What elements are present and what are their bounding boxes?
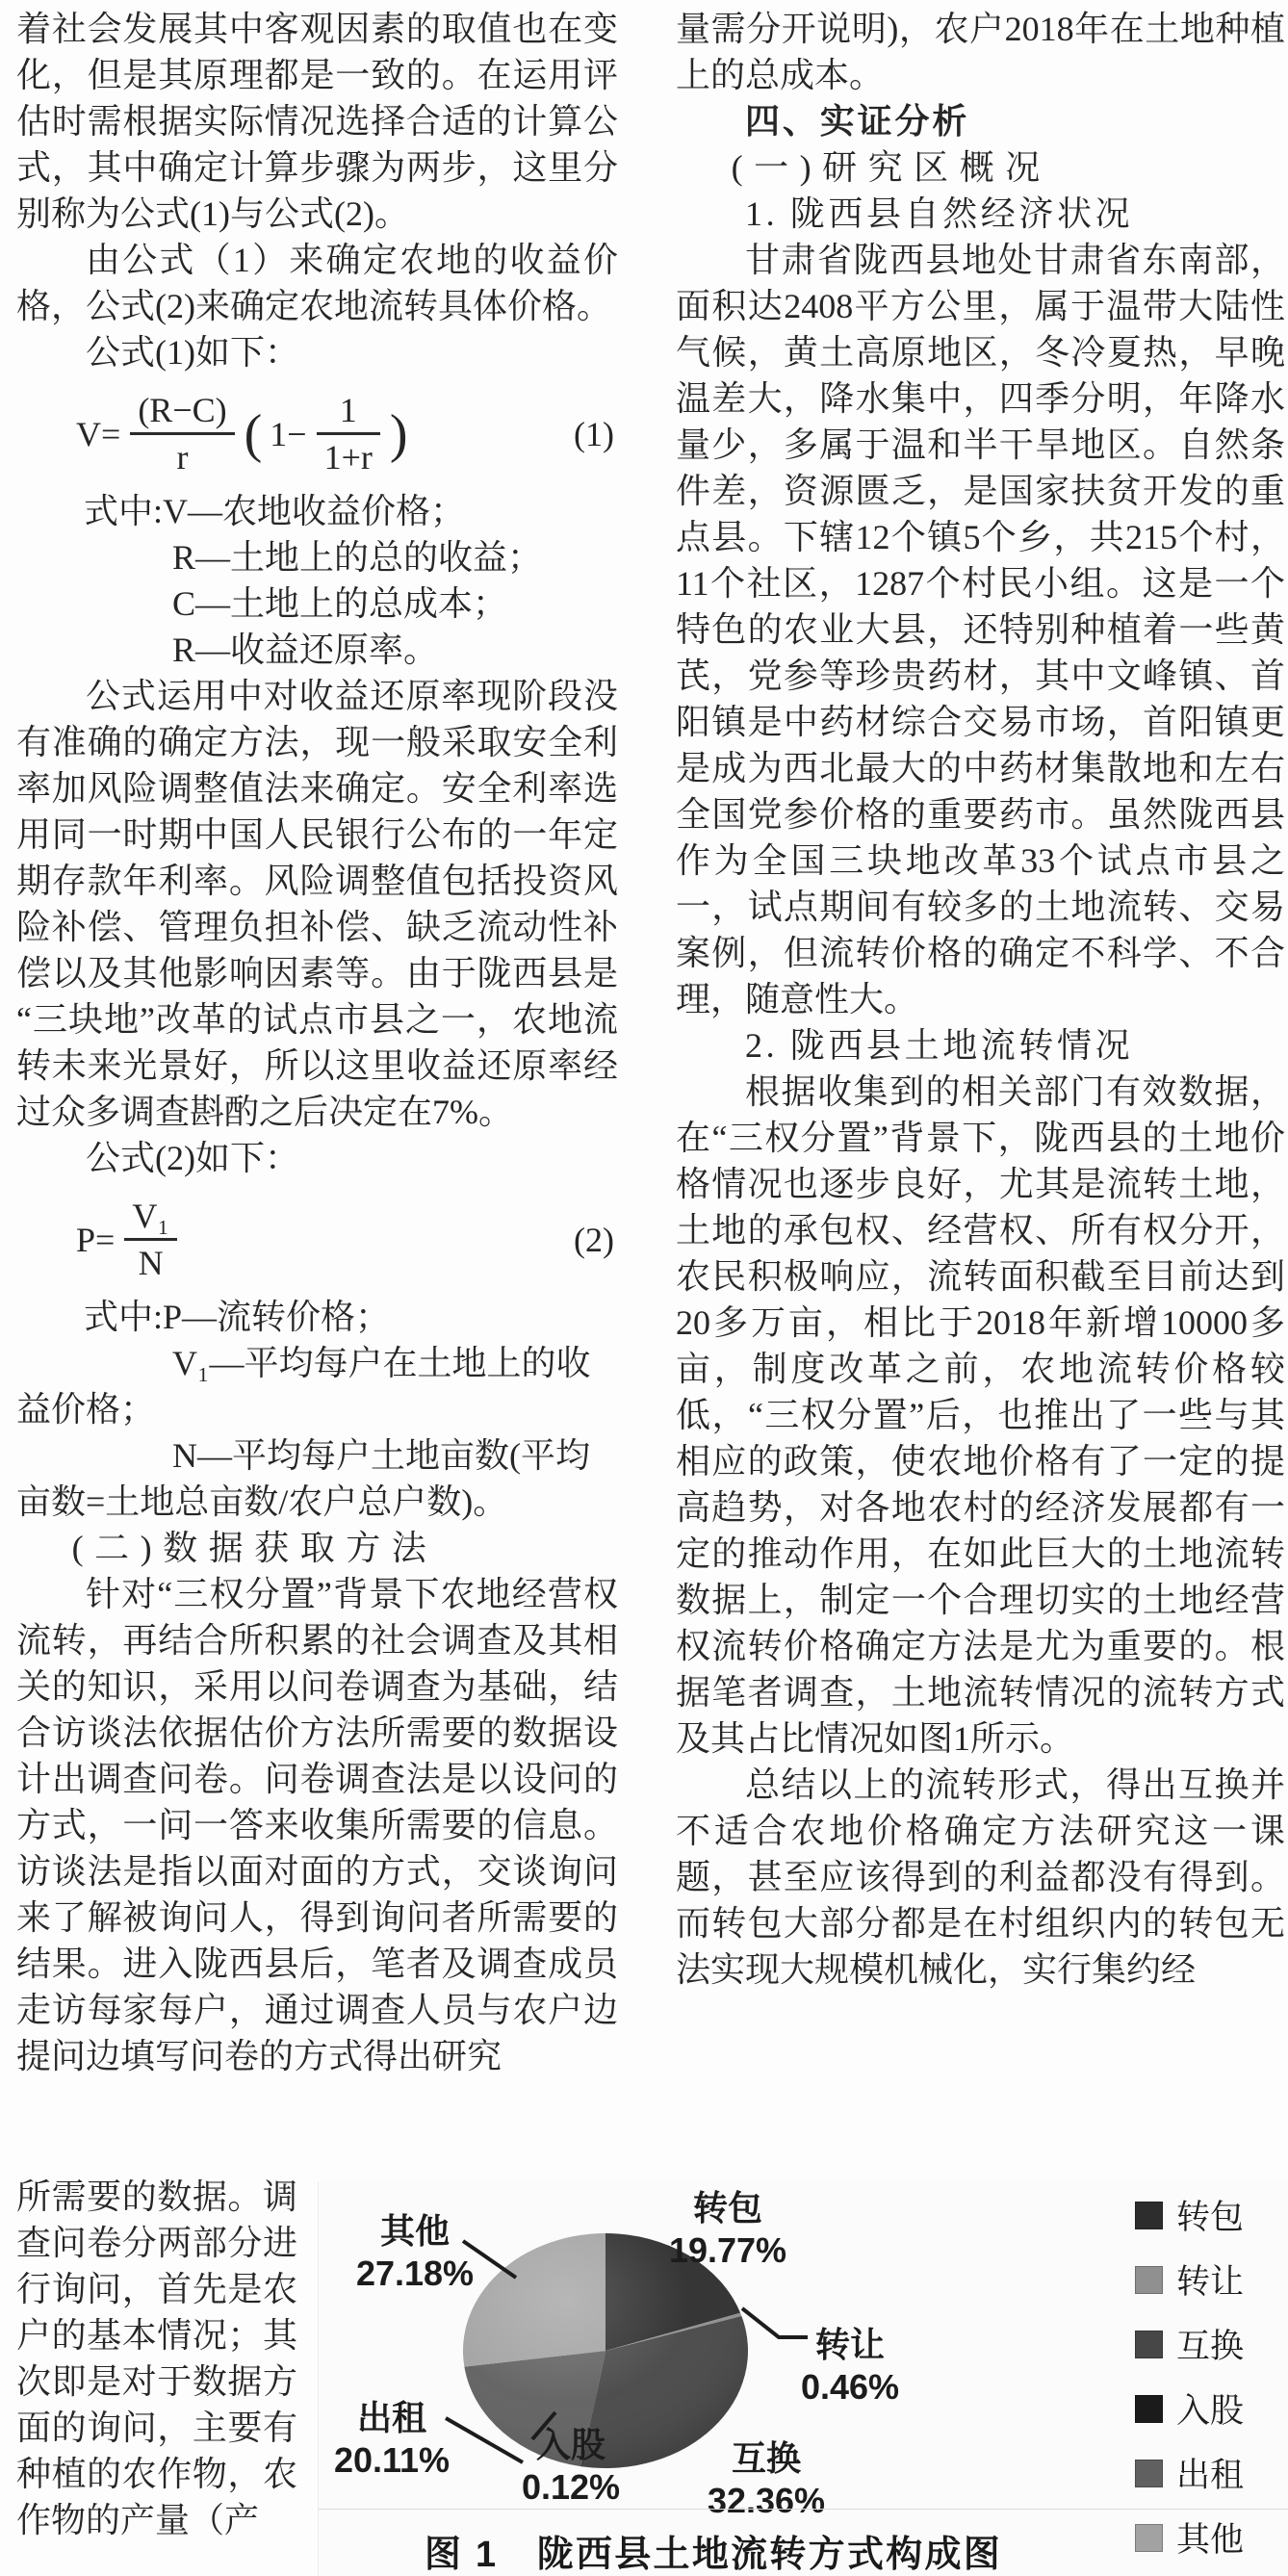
legend-item xyxy=(1135,2255,1244,2304)
figure-1 xyxy=(318,2181,1288,2576)
legend-item xyxy=(1135,2191,1244,2239)
equation-number: (1) xyxy=(574,414,614,453)
legend-swatch xyxy=(1135,2331,1163,2358)
legend-label: 其他 xyxy=(1176,2521,1245,2559)
formula-2-body xyxy=(76,1195,179,1284)
formula-1-body xyxy=(76,389,408,478)
formula-lhs: P= xyxy=(76,1220,116,1259)
formula-intro: 公式(1)如下： xyxy=(86,333,299,372)
right-column xyxy=(676,6,1285,1993)
definition-line: C—土地上的总成本； xyxy=(172,584,508,623)
fraction: $\frac{\text{V₁}}{N}$ xyxy=(124,1195,177,1284)
subsubsection-heading: 2. 陇西县土地流转情况 xyxy=(745,1026,1134,1065)
legend-label: 转让 xyxy=(1176,2263,1245,2301)
callout-value: 19.77% xyxy=(668,2230,787,2270)
formula-term: 1− xyxy=(270,414,307,453)
formula-lhs: V= xyxy=(76,414,121,453)
callout-value: 27.18% xyxy=(355,2254,475,2293)
definition-line: V₁—平均每户在土地上的收 xyxy=(172,1344,591,1382)
legend-swatch xyxy=(1135,2266,1163,2294)
paren-open: ( xyxy=(244,403,263,464)
fraction: $\frac{(R-C)}{r}$ xyxy=(130,389,234,478)
callout-label: 出租 xyxy=(356,2398,426,2437)
chart-legend xyxy=(1135,2191,1244,2576)
callout-value: 0.46% xyxy=(800,2367,900,2407)
fraction: $\frac{1}{1+r}$ xyxy=(317,389,380,478)
callout-zhuanbao xyxy=(669,2187,786,2272)
paragraph: 由公式（1）来确定农地的收益价格，公式(2)来确定农地流转具体价格。 xyxy=(16,241,618,325)
legend-swatch xyxy=(1135,2202,1163,2229)
callout-chuzu xyxy=(334,2397,450,2482)
legend-label: 互换 xyxy=(1176,2328,1245,2365)
legend-label: 出租 xyxy=(1176,2457,1245,2494)
definition-line: R—收益还原率。 xyxy=(172,631,439,669)
callout-label: 转让 xyxy=(814,2325,886,2364)
paragraph: 着社会发展其中客观因素的取值也在变化，但是其原理都是一致的。在运用评估时需根据实际情况选择合适的计算公式，其中确定计算步骤为两步，这里分别称为公式(1)与公式(2)。 xyxy=(16,10,618,233)
formula-intro: 公式(2)如下： xyxy=(86,1139,299,1177)
legend-item xyxy=(1135,2449,1244,2497)
paragraph: 公式运用中对收益还原率现阶段没有准确的确定方法，现一般采取安全利率加风险调整值法来确定。安全利率选用同一时期中国人民银行公布的一年定期存款年利率。风险调整值包括投资风险补偿、管理负担补偿、缺乏流动性补偿以及其他影响因素等。由于陇西县是“三块地”改革的试点市县之一，农地流转未来光景好，所以这里收益还原率经过众多调查斟酌之后决定在7%。 xyxy=(16,677,618,1131)
definition-line: R—土地上的总的收益； xyxy=(172,538,543,577)
paragraph: 总结以上的流转形式，得出互换并不适合农地价格确定方法研究这一课题，甚至应该得到的利益都没有得到。而转包大部分都是在村组织内的转包无法实现大规模机械化，实行集约经 xyxy=(676,1765,1285,1989)
legend-swatch xyxy=(1135,2395,1163,2423)
figure-caption: 图 1 陇西县土地流转方式构成图 xyxy=(424,2535,1003,2575)
callout-qita xyxy=(356,2210,474,2295)
legend-item xyxy=(1135,2384,1244,2433)
subsubsection-heading: 1. 陇西县自然经济状况 xyxy=(745,194,1134,233)
legend-label: 转包 xyxy=(1176,2199,1245,2236)
definition-line: N—平均每户土地亩数(平均 xyxy=(172,1436,590,1475)
callout-value: 32.36% xyxy=(707,2481,826,2520)
legend-swatch xyxy=(1135,2460,1163,2487)
equation-number: (2) xyxy=(574,1220,614,1259)
paragraph: 根据收集到的相关部门有效数据，在“三权分置”背景下，陇西县的土地价格情况也逐步良好，尤其是流转土地，土地的承包权、经营权、所有权分开，农民积极响应，流转面积截至目前达到20多万亩，相比于2018年新增10000多亩，制度改革之前，农地流转价格较低，“三权分置”后，也推出了一些与其相应的政策，使农地价格有了一定的提高趋势，对各地农村的经济发展都有一定的推动作用，在如此巨大的土地流转数据上，制定一个合理切实的土地经营权流转价格确定方法是尤为重要的。根据笔者调查，土地流转情况的流转方式及其占比情况如图1所示。 xyxy=(676,1072,1285,1758)
paragraph: 甘肃省陇西县地处甘肃省东南部，面积达2408平方公里，属于温带大陆性气候，黄土高原地区，冬冷夏热，早晚温差大，降水集中，四季分明，年降水量少，多属于温和半干旱地区。自然条件差，资源匮乏，是国家扶贫开发的重点县。下辖12个镇5个乡，共215个村，11个社区，1287个村民小组。这是一个特色的农业大县，还特别种植着一些黄芪，党参等珍贵药材，其中文峰镇、首阳镇是中药材综合交易市场，首阳镇更是成为西北最大的中药材集散地和左右全国党参价格的重要药市。虽然陇西县作为全国三块地改革33个试点市县之一，试点期间有较多的土地流转、交易案例，但流转价格的确定不科学、不合理，随意性大。 xyxy=(676,241,1285,1018)
definition-line: 式中:V—农地收益价格； xyxy=(84,492,466,530)
legend-item xyxy=(1135,2513,1244,2562)
callout-value: 20.11% xyxy=(333,2440,451,2480)
paragraph: 所需要的数据。调查问卷分两部分进行询问，首先是农户的基本情况；其次即是对于数据方面的询问，主要有种植的农作物，农作物的产量（产 xyxy=(16,2177,297,2539)
callout-label: 其他 xyxy=(379,2211,451,2251)
callout-label: 入股 xyxy=(535,2425,606,2464)
left-column-tail xyxy=(16,2139,297,2574)
definition-line: 益价格； xyxy=(16,1390,156,1429)
legend-swatch xyxy=(1135,2524,1163,2552)
callout-zhuanrang xyxy=(801,2324,899,2409)
callout-value: 0.12% xyxy=(521,2467,621,2507)
formula-2 xyxy=(16,1195,618,1284)
subsection-heading: (一)研究区概况 xyxy=(731,148,1051,187)
callout-label: 互换 xyxy=(731,2438,802,2478)
legend-item xyxy=(1135,2320,1244,2368)
paragraph: 针对“三权分置”背景下农地经营权流转，再结合所积累的社会调查及其相关的知识，采用以问卷调查为基础，结合访谈法依据估价方法所需要的数据设计出调查问卷。问卷调查法是以设问的方式，一问一答来收集所需要的信息。访谈法是指以面对面的方式，交谈询问来了解被询问人，得到询问者所需要的结果。进入陇西县后，笔者及调查成员走访每家每户，通过调查人员与农户边提问边填写问卷的方式得出研究 xyxy=(16,1575,618,2075)
definition-line: 式中:P—流转价格； xyxy=(84,1298,391,1336)
section-heading: 四、实证分析 xyxy=(745,101,970,141)
definition-line: 亩数=土地总亩数/农户总户数)。 xyxy=(16,1482,508,1521)
left-column xyxy=(16,6,618,2079)
callout-rugu xyxy=(522,2424,620,2509)
formula-1 xyxy=(16,389,618,478)
subsection-heading: (二)数据获取方法 xyxy=(71,1529,438,1567)
paren-close: ) xyxy=(389,403,408,464)
paragraph: 量需分开说明)，农户2018年在土地种植上的总成本。 xyxy=(676,10,1285,94)
legend-label: 入股 xyxy=(1176,2392,1245,2430)
callout-label: 转包 xyxy=(692,2188,763,2228)
figure-divider xyxy=(319,2509,1288,2510)
